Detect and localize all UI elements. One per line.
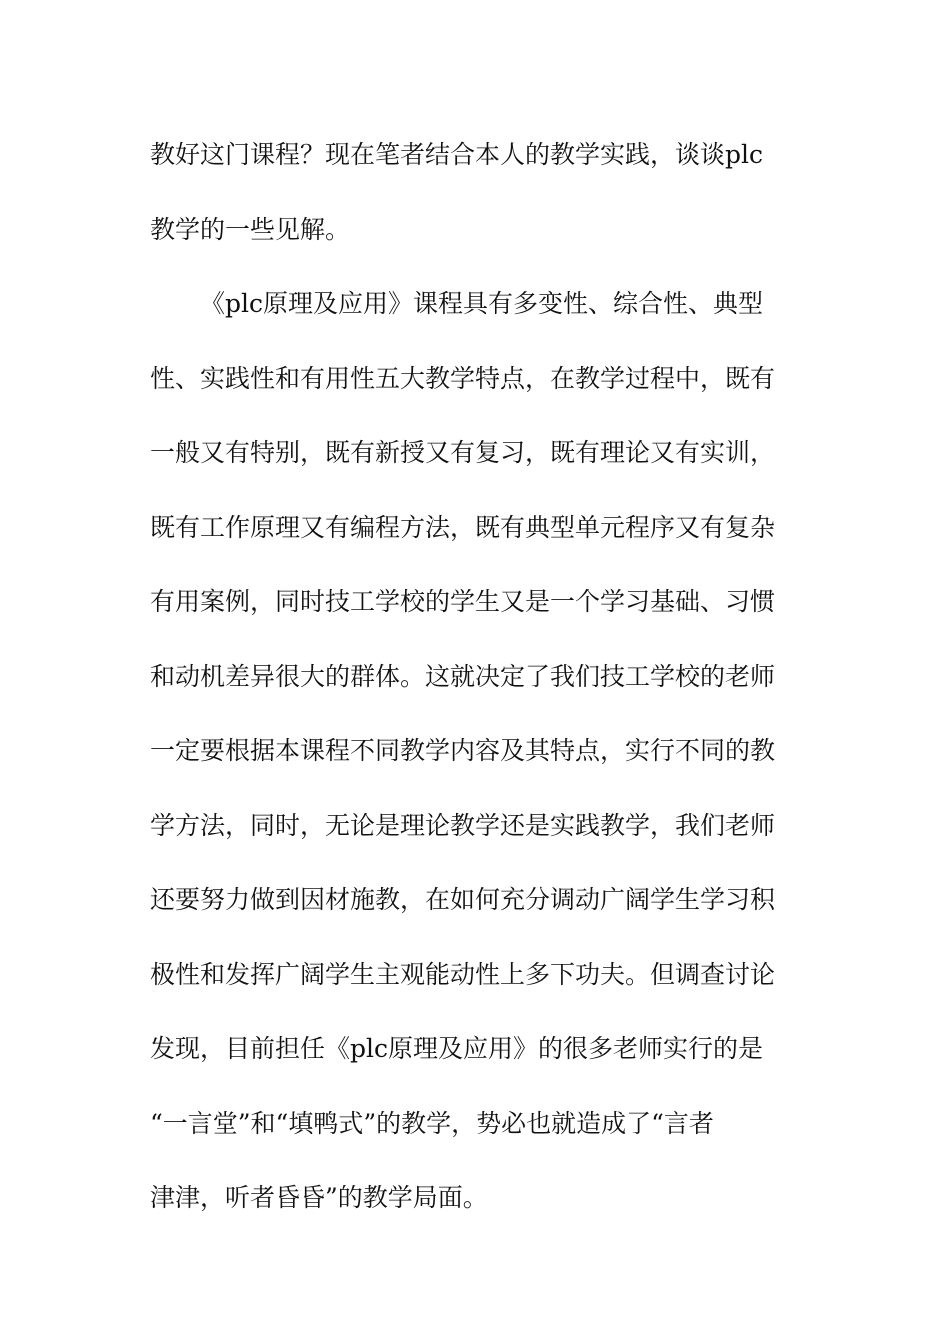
body-text — [150, 118, 800, 1236]
text-line: 性、实践性和有用性五大教学特点，在教学过程中，既有 — [150, 363, 776, 393]
text-line: 有用案例，同时技工学校的学生又是一个学习基础、习惯 — [150, 587, 776, 616]
text-line: 教学的一些见解。 — [150, 214, 351, 244]
text-line: 学方法，同时，无论是理论教学还是实践教学，我们老师 — [150, 810, 776, 840]
text-line: 一定要根据本课程不同教学内容及其特点，实行不同的教 — [150, 736, 776, 765]
text-line: “一言堂”和“填鸭式”的教学，势必也就造成了“言者 — [150, 1108, 714, 1138]
text-line: 发现，目前担任《plc原理及应用》的很多老师实行的是 — [150, 1034, 764, 1063]
text-line: 津津，听者昏昏”的教学局面。 — [150, 1183, 488, 1212]
text-line: 一般又有特别，既有新授又有复习，既有理论又有实训， — [150, 438, 776, 467]
text-line: 和动机差异很大的群体。这就决定了我们技工学校的老师 — [150, 661, 776, 691]
text-line: 还要努力做到因材施教，在如何充分调动广阔学生学习积 — [150, 885, 776, 914]
text-line: 极性和发挥广阔学生主观能动性上多下功夫。但调查讨论 — [150, 959, 776, 989]
text-line: 教好这门课程？现在笔者结合本人的教学实践，谈谈plc — [150, 140, 764, 169]
paragraph-start-line: 《plc原理及应用》课程具有多变性、综合性、典型 — [200, 289, 764, 318]
text-line: 既有工作原理又有编程方法，既有典型单元程序又有复杂 — [150, 512, 776, 542]
